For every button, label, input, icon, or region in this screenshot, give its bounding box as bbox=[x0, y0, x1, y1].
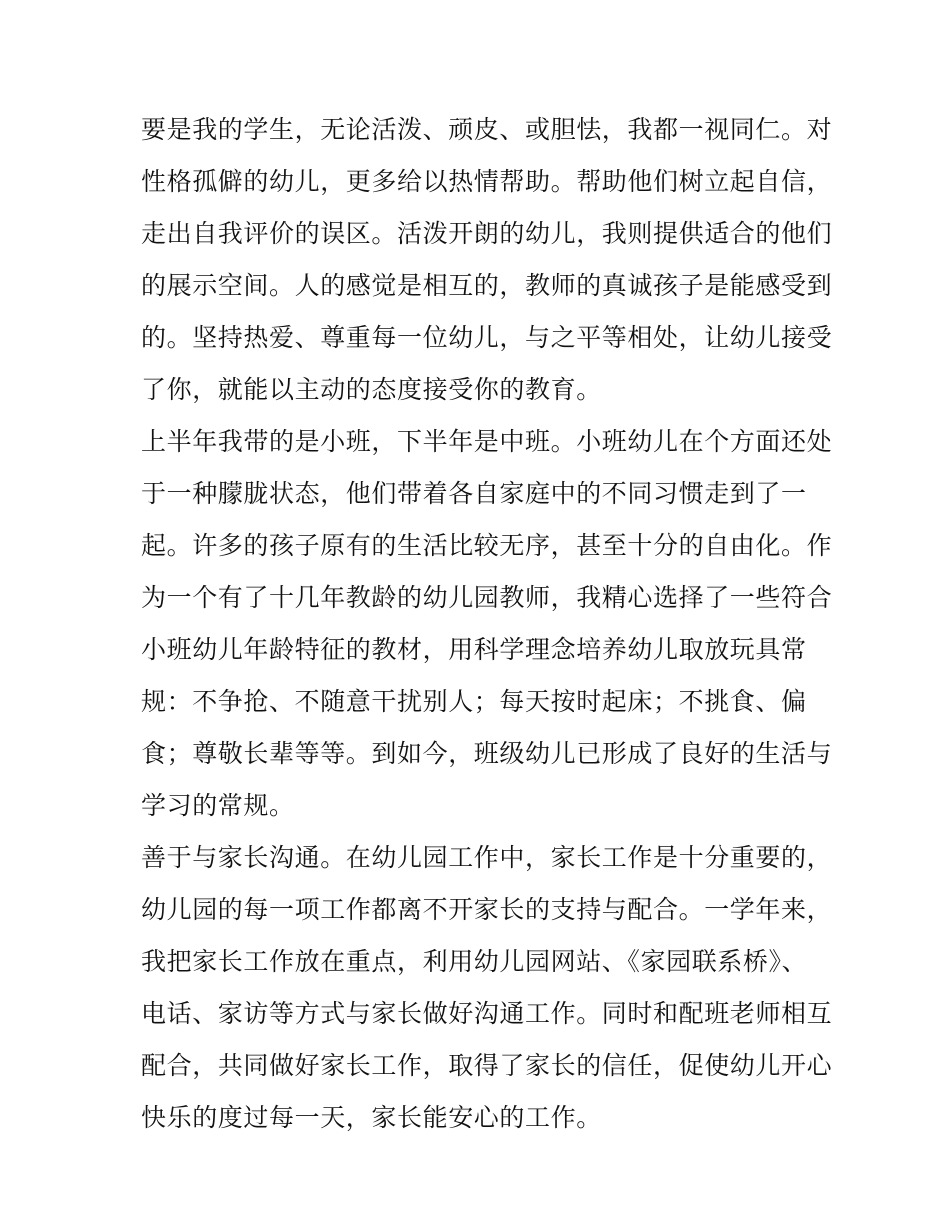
paragraph-2-line-8: 学习的常规。 bbox=[141, 791, 295, 820]
paragraph-2-line-4: 为一个有了十几年教龄的幼儿园教师，我精心选择了一些符合 bbox=[141, 583, 833, 612]
paragraph-3-line-5: 配合，共同做好家长工作，取得了家长的信任，促使幼儿开心 bbox=[141, 1051, 833, 1080]
paragraph-3-line-6: 快乐的度过每一天，家长能安心的工作。 bbox=[141, 1103, 602, 1132]
paragraph-3-line-3: 我把家长工作放在重点，利用幼儿园网站、《家园联系桥》、 bbox=[141, 947, 808, 976]
paragraph-1-line-3: 走出自我评价的误区。活泼开朗的幼儿，我则提供适合的他们 bbox=[141, 219, 833, 248]
paragraph-2-line-7: 食；尊敬长辈等等。到如今，班级幼儿已形成了良好的生活与 bbox=[141, 739, 833, 768]
paragraph-2-line-2: 于一种朦胧状态，他们带着各自家庭中的不同习惯走到了一 bbox=[141, 479, 807, 508]
paragraph-3-line-1: 善于与家长沟通。在幼儿园工作中，家长工作是十分重要的， bbox=[141, 843, 833, 872]
paragraph-2-line-1: 上半年我带的是小班，下半年是中班。小班幼儿在个方面还处 bbox=[141, 427, 833, 456]
paragraph-1-line-4: 的展示空间。人的感觉是相互的，教师的真诚孩子是能感受到 bbox=[141, 271, 833, 300]
paragraph-2-line-5: 小班幼儿年龄特征的教材，用科学理念培养幼儿取放玩具常 bbox=[141, 635, 807, 664]
paragraph-3-line-2: 幼儿园的每一项工作都离不开家长的支持与配合。一学年来， bbox=[141, 895, 833, 924]
paragraph-3-line-4: 电话、家访等方式与家长做好沟通工作。同时和配班老师相互 bbox=[141, 999, 833, 1028]
paragraph-1-line-2: 性格孤僻的幼儿，更多给以热情帮助。帮助他们树立起自信， bbox=[141, 167, 833, 196]
paragraph-1-line-5: 的。坚持热爱、尊重每一位幼儿，与之平等相处，让幼儿接受 bbox=[141, 323, 833, 352]
paragraph-1-line-6: 了你，就能以主动的态度接受你的教育。 bbox=[141, 375, 602, 404]
paragraph-2-line-6: 规：不争抢、不随意干扰别人；每天按时起床；不挑食、偏 bbox=[141, 687, 807, 716]
paragraph-2-line-3: 起。许多的孩子原有的生活比较无序，甚至十分的自由化。作 bbox=[141, 531, 833, 560]
paragraph-1-line-1: 要是我的学生，无论活泼、顽皮、或胆怯，我都一视同仁。对 bbox=[141, 115, 833, 144]
